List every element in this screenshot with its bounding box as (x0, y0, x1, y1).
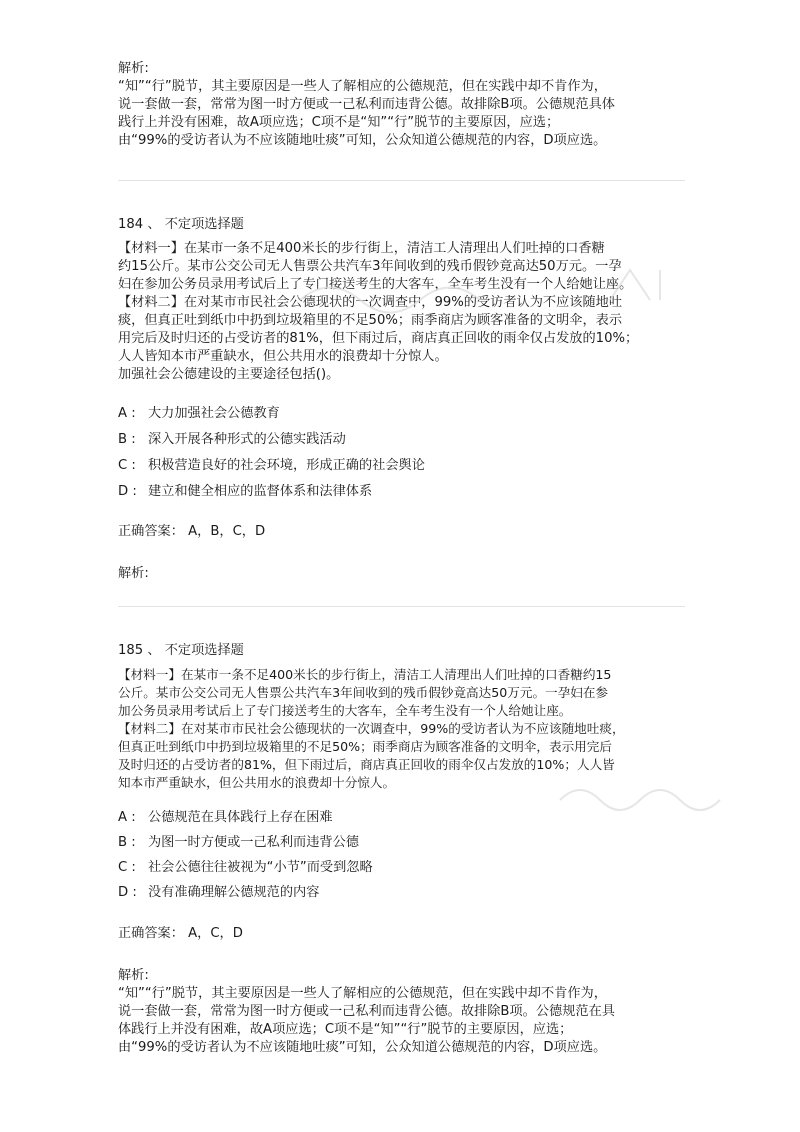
option-key: C : (118, 860, 136, 875)
question-text: 加强社会公德建设的主要途径包括()。 (118, 367, 340, 382)
analysis-label: 解析: (118, 968, 149, 983)
material-line: 【材料二】在对某市市民社会公德现状的一次调查中，99%的受访者认为不应该随地吐痰， (118, 721, 625, 736)
material-line: 及时归还的占受访者的81%，但下雨过后，商店真正回收的雨伞仅占发放的10%；人人皆 (118, 757, 615, 772)
option-key: A : (118, 406, 136, 421)
correct-answer: 正确答案： A，C，D (118, 926, 243, 941)
option-d[interactable] (118, 483, 372, 501)
option-text: 没有准确理解公德规范的内容 (148, 885, 320, 900)
material-line: 【材料二】在对某市市民社会公德现状的一次调查中，99%的受访者认为不应该随地吐 (118, 295, 623, 310)
material-line: 妇在参加公务员录用考试后上了专门接送考生的大客车，全车考生没有一个人给她让座。 (118, 277, 633, 292)
analysis-line: 体践行上并没有困难，故A项应选；C项不是“知”“行”脱节的主要原因，应选； (118, 1022, 573, 1037)
analysis-line: 说一套做一套，常常为图一时方便或一己私利而违背公德。故排除B项。公德规范具体 (118, 97, 615, 112)
analysis-line: 由“99%的受访者认为不应该随地吐痰”可知，公众知道公德规范的内容，D项应选。 (118, 133, 607, 148)
material-line: 加公务员录用考试后上了专门接送考生的大客车，全车考生没有一个人给她让座。 (118, 703, 572, 718)
analysis-label: 解析: (118, 61, 149, 76)
material-line: 痰，但真正吐到纸巾中扔到垃圾箱里的不足50%；雨季商店为顾客准备的文明伞，表示 (118, 313, 623, 328)
question-184-material (118, 240, 688, 384)
question-header: 184 、 不定项选择题 (118, 217, 244, 232)
top-analysis (118, 60, 688, 150)
material-line: 【材料一】在某市一条不足400米长的步行街上，清洁工人清理出人们吐掉的口香糖约15 (118, 667, 612, 682)
option-text: 积极营造良好的社会环境，形成正确的社会舆论 (148, 458, 425, 473)
separator (118, 606, 685, 607)
option-key: D : (118, 484, 137, 499)
question-185-header (118, 642, 688, 660)
option-key: B : (118, 432, 136, 447)
question-184-header (118, 216, 688, 234)
option-b[interactable] (118, 431, 346, 449)
option-key: B : (118, 835, 136, 850)
material-line: 人人皆知本市严重缺水，但公共用水的浪费却十分惊人。 (118, 349, 448, 364)
material-line: 约15公斤。某市公交公司无人售票公共汽车3年间收到的残币假钞竟高达50万元。一孕 (118, 259, 622, 274)
analysis-label: 解析: (118, 566, 149, 581)
option-text: 社会公德往往被视为“小节”而受到忽略 (148, 860, 373, 875)
option-text: 为图一时方便或一己私利而违背公德 (148, 835, 359, 850)
correct-answer: 正确答案： A，B，C，D (118, 524, 266, 539)
option-key: A : (118, 810, 136, 825)
separator (118, 180, 685, 181)
option-text: 深入开展各种形式的公德实践活动 (148, 432, 346, 447)
option-b[interactable] (118, 834, 359, 852)
analysis-line: “知”“行”脱节，其主要原因是一些人了解相应的公德规范，但在实践中却不肯作为， (118, 986, 607, 1001)
analysis-line: “知”“行”脱节，其主要原因是一些人了解相应的公德规范，但在实践中却不肯作为， (118, 79, 607, 94)
option-text: 公德规范在具体践行上存在困难 (148, 810, 333, 825)
option-key: C : (118, 458, 136, 473)
question-185-material (118, 666, 688, 792)
question-header: 185 、 不定项选择题 (118, 643, 244, 658)
option-key: D : (118, 885, 137, 900)
material-line: 知本市严重缺水，但公共用水的浪费却十分惊人。 (118, 775, 396, 790)
question-185-analysis (118, 967, 688, 1057)
option-d[interactable] (118, 884, 319, 902)
analysis-line: 由“99%的受访者认为不应该随地吐痰”可知，公众知道公德规范的内容，D项应选。 (118, 1040, 607, 1055)
material-line: 但真正吐到纸巾中扔到垃圾箱里的不足50%；雨季商店为顾客准备的文明伞，表示用完后 (118, 739, 612, 754)
option-a[interactable] (118, 809, 333, 827)
material-line: 【材料一】在某市一条不足400米长的步行街上，清洁工人清理出人们吐掉的口香糖 (118, 241, 605, 256)
option-c[interactable] (118, 457, 425, 475)
analysis-line: 说一套做一套，常常为图一时方便或一己私利而违背公德。故排除B项。公德规范在具 (118, 1004, 615, 1019)
option-c[interactable] (118, 859, 373, 877)
analysis-line: 践行上并没有困难，故A项应选；C项不是“知”“行”脱节的主要原因，应选； (118, 115, 560, 130)
material-line: 公斤。某市公交公司无人售票公共汽车3年间收到的残币假钞竟高达50万元。一孕妇在参 (118, 685, 609, 700)
option-text: 建立和健全相应的监督体系和法律体系 (148, 484, 373, 499)
option-a[interactable] (118, 405, 280, 423)
option-text: 大力加强社会公德教育 (148, 406, 280, 421)
material-line: 用完后及时归还的占受访者的81%，但下雨过后，商店真正回收的雨伞仅占发放的10%； (118, 331, 639, 346)
